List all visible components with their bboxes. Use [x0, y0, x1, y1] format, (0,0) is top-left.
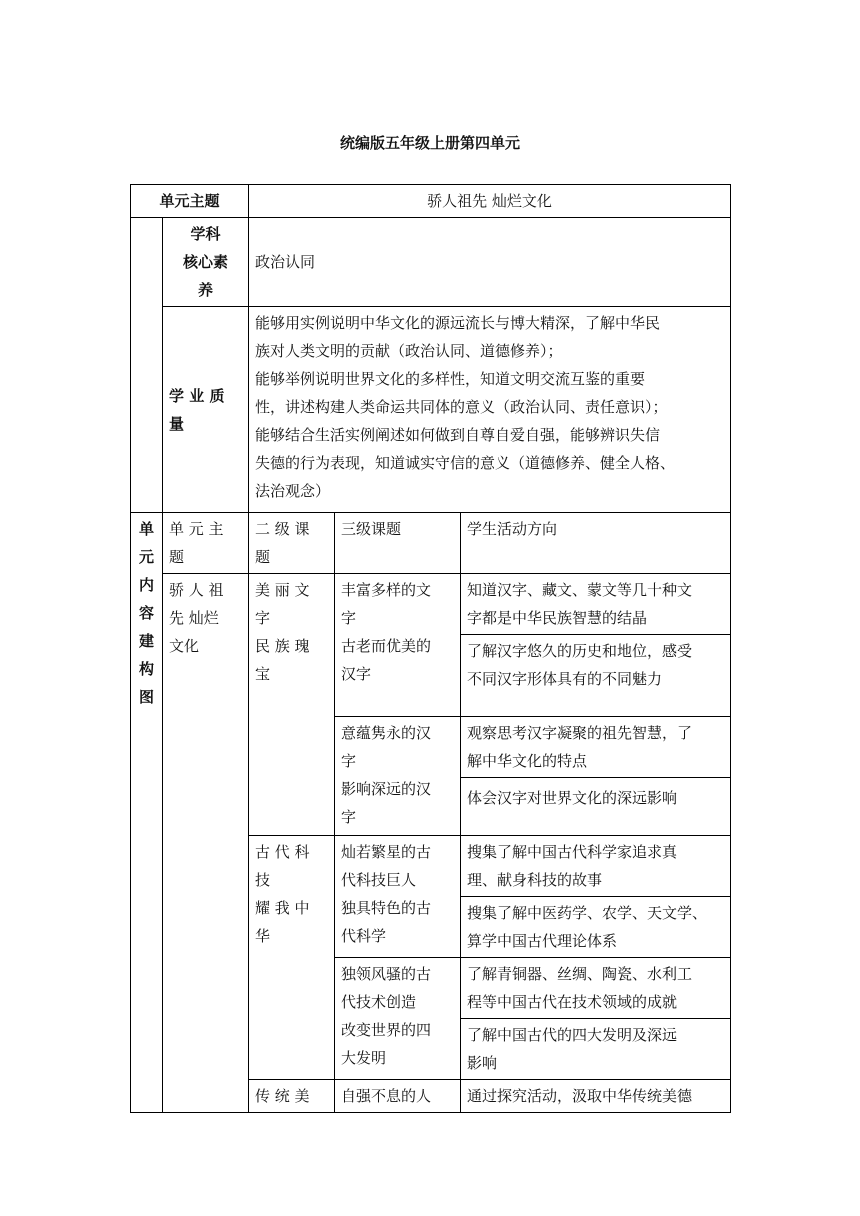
unit-plan-table [130, 184, 731, 1113]
level3-cell-3: 灿若繁星的古 代科技巨人 独具特色的古 代科学 [335, 836, 461, 958]
activity-cell: 搜集了解中国古代科学家追求真 理、献身科技的故事 [461, 836, 731, 897]
unit-theme-value: 骄人祖先 灿烂文化 [249, 185, 731, 218]
unit-theme-label: 单元主题 [131, 185, 249, 218]
activity-cell: 了解汉字悠久的历史和地位，感受 不同汉字形体具有的不同魅力 [461, 635, 731, 717]
activity-cell: 搜集了解中医药学、农学、天文学、 算学中国古代理论体系 [461, 897, 731, 958]
level3-cell-4: 独领风骚的古 代技术创造 改变世界的四 大发明 [335, 958, 461, 1080]
theme-cell: 骄 人 祖 先 灿烂 文化 [163, 574, 249, 1113]
header-level2: 二 级 课 题 [249, 513, 335, 574]
level3-cell-1: 丰富多样的文 字 古老而优美的 汉字 [335, 574, 461, 717]
header-unit-theme: 单 元 主 题 [163, 513, 249, 574]
level3-cell-5: 自强不息的人 [335, 1080, 461, 1113]
document-title: 统编版五年级上册第四单元 [339, 134, 520, 152]
header-activity: 学生活动方向 [461, 513, 731, 574]
structure-side-label: 单 元 内 容 建 构 图 [131, 513, 163, 1113]
academic-quality-label: 学 业 质 量 [163, 307, 249, 513]
level3-cell-2: 意蕴隽永的汉 字 影响深远的汉 字 [335, 717, 461, 836]
activity-cell: 通过探究活动，汲取中华传统美德 [461, 1080, 731, 1113]
level2-cell-1: 美 丽 文 字 民 族 瑰 宝 [249, 574, 335, 836]
level2-cell-2: 古 代 科 技 耀 我 中 华 [249, 836, 335, 1080]
activity-cell: 知道汉字、藏文、蒙文等几十种文 字都是中华民族智慧的结晶 [461, 574, 731, 635]
level2-cell-3: 传 统 美 [249, 1080, 335, 1113]
activity-cell: 体会汉字对世界文化的深远影响 [461, 778, 731, 836]
activity-cell: 了解青铜器、丝绸、陶瓷、水利工 程等中国古代在技术领域的成就 [461, 958, 731, 1019]
activity-cell: 了解中国古代的四大发明及深远 影响 [461, 1019, 731, 1080]
header-level3: 三级课题 [335, 513, 461, 574]
blank-side-cell [131, 218, 163, 513]
core-literacy-label: 学科 核心素 养 [163, 218, 249, 307]
core-literacy-value: 政治认同 [249, 218, 731, 307]
activity-cell: 观察思考汉字凝聚的祖先智慧，了 解中华文化的特点 [461, 717, 731, 778]
academic-quality-text: 能够用实例说明中华文化的源远流长与博大精深，了解中华民 族对人类文明的贡献（政治认同、道德修养）； 能够举例说明世界文化的多样性，知道文明交流互鉴的重要 性，讲述构建人类命运共同体的意义（政治认同、责任意识）； 能够结合生活实例阐述如何做到自尊自爱自强，能够辨识失信 失德的行为表现，知道诚实守信的意义（道德修养、健全人格、 法治观念） [249, 307, 731, 513]
